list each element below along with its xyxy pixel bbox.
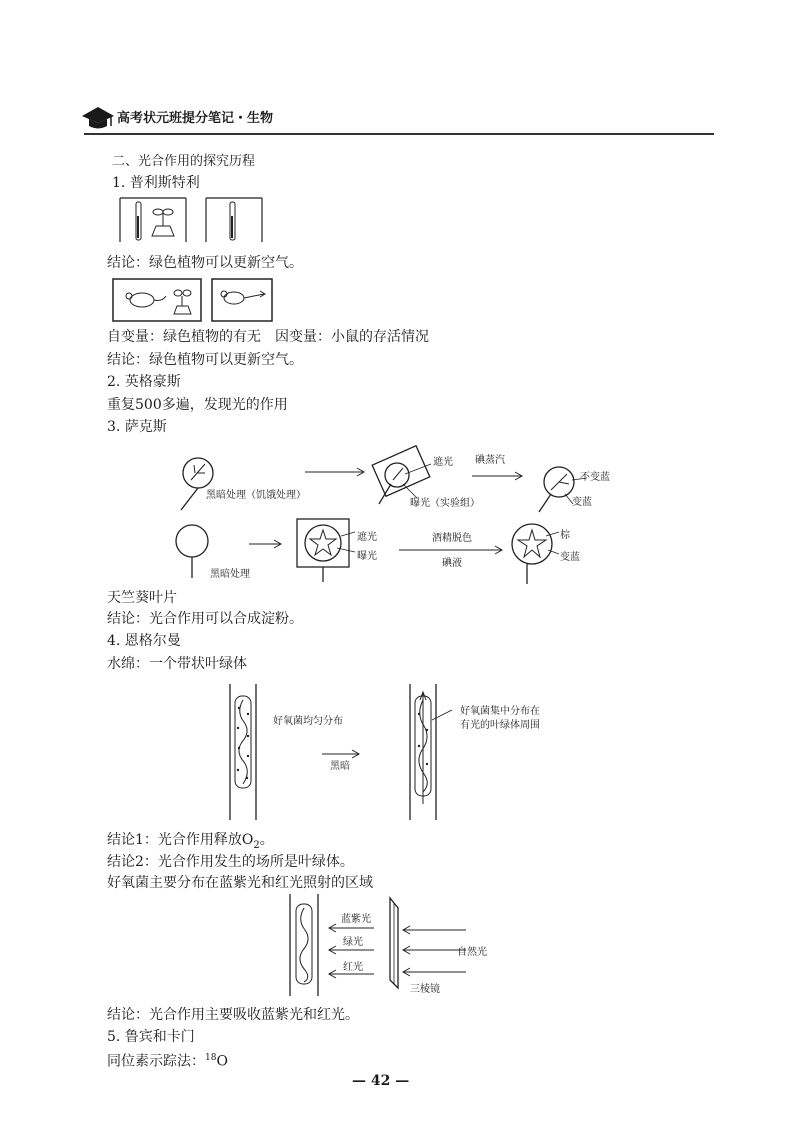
priestley-heading: 1. 普利斯特利 — [112, 175, 200, 191]
label-shade-1: 遮光 — [433, 457, 453, 468]
ingenhousz-text: 重复500多遍，发现光的作用 — [107, 397, 288, 413]
label-expose-1: 曝光（实验组） — [410, 498, 480, 509]
sachs-heading: 3. 萨克斯 — [107, 419, 167, 435]
priestley-variables: 自变量：绿色植物的有无 因变量：小鼠的存活情况 — [107, 329, 429, 345]
conclusion-1-subscript: 2 — [253, 839, 260, 851]
label-bacteria-concentrated-2: 有光的叶绿体周围 — [460, 720, 540, 731]
engelmann-heading: 4. 恩格尔曼 — [107, 633, 181, 649]
priestley-jar-diagram — [118, 196, 278, 246]
label-bacteria-concentrated-1: 好氧菌集中分布在 — [460, 706, 540, 717]
sachs-experiment-diagram — [165, 440, 635, 590]
label-shade-2: 遮光 — [357, 532, 377, 543]
isotope-mass-number: 18 — [205, 1053, 217, 1063]
engelmann-material: 水绵：一个带状叶绿体 — [107, 656, 247, 672]
engelmann-conclusion-2: 结论2：光合作用发生的场所是叶绿体。 — [107, 854, 354, 870]
engelmann-observation: 好氧菌主要分布在蓝紫光和红光照射的区域 — [107, 875, 373, 891]
section-title: 二、光合作用的探究历程 — [112, 154, 256, 169]
conclusion-1-suffix: 。 — [259, 832, 274, 848]
label-blue-2: 变蓝 — [560, 552, 580, 563]
label-brown: 棕 — [560, 530, 570, 541]
label-iodine-vapor: 碘蒸汽 — [475, 455, 505, 466]
priestley-mouse-diagram — [112, 278, 292, 324]
header-rule — [84, 133, 714, 135]
isotope-method-label: 同位素示踪法： — [107, 1053, 205, 1070]
label-natural-light: 自然光 — [457, 947, 487, 958]
label-expose-2: 曝光 — [357, 551, 377, 562]
label-alcohol: 酒精脱色 — [432, 533, 472, 544]
ruben-kamen-text — [107, 1049, 228, 1071]
label-red-light: 红光 — [343, 962, 363, 973]
label-iodine: 碘液 — [442, 558, 462, 569]
label-darkness: 黑暗 — [330, 761, 350, 772]
label-bacteria-even: 好氧菌均匀分布 — [273, 716, 343, 727]
ruben-kamen-heading: 5. 鲁宾和卡门 — [107, 1029, 195, 1045]
header-title: 高考状元班提分笔记・生物 — [117, 111, 274, 126]
engelmann-conclusion-3: 结论：光合作用主要吸收蓝紫光和红光。 — [107, 1007, 359, 1023]
label-dark-treatment-hunger: 黑暗处理（饥饿处理） — [206, 490, 306, 501]
label-blue-1: 变蓝 — [572, 497, 592, 508]
ingenhousz-heading: 2. 英格豪斯 — [107, 374, 181, 390]
conclusion-1-prefix: 结论1：光合作用释放O — [107, 832, 254, 848]
sachs-conclusion: 结论：光合作用可以合成淀粉。 — [107, 611, 303, 627]
priestley-conclusion-2: 结论：绿色植物可以更新空气。 — [107, 352, 303, 368]
isotope-element: O — [216, 1053, 228, 1070]
engelmann-conclusion-1 — [107, 831, 274, 855]
sachs-leaf-name: 天竺葵叶片 — [107, 590, 177, 606]
label-dark-treatment: 黑暗处理 — [210, 569, 250, 580]
engelmann-spirogyra-diagram — [226, 684, 466, 824]
engelmann-prism-diagram — [286, 894, 476, 999]
label-no-blue: 不变蓝 — [580, 472, 610, 483]
label-blue-violet-light: 蓝紫光 — [341, 914, 371, 925]
page-number: — 42 — — [352, 1073, 410, 1089]
graduation-cap-icon — [80, 104, 116, 130]
priestley-conclusion-1: 结论：绿色植物可以更新空气。 — [107, 255, 303, 271]
label-green-light: 绿光 — [343, 937, 363, 948]
label-prism: 三棱镜 — [410, 984, 440, 995]
